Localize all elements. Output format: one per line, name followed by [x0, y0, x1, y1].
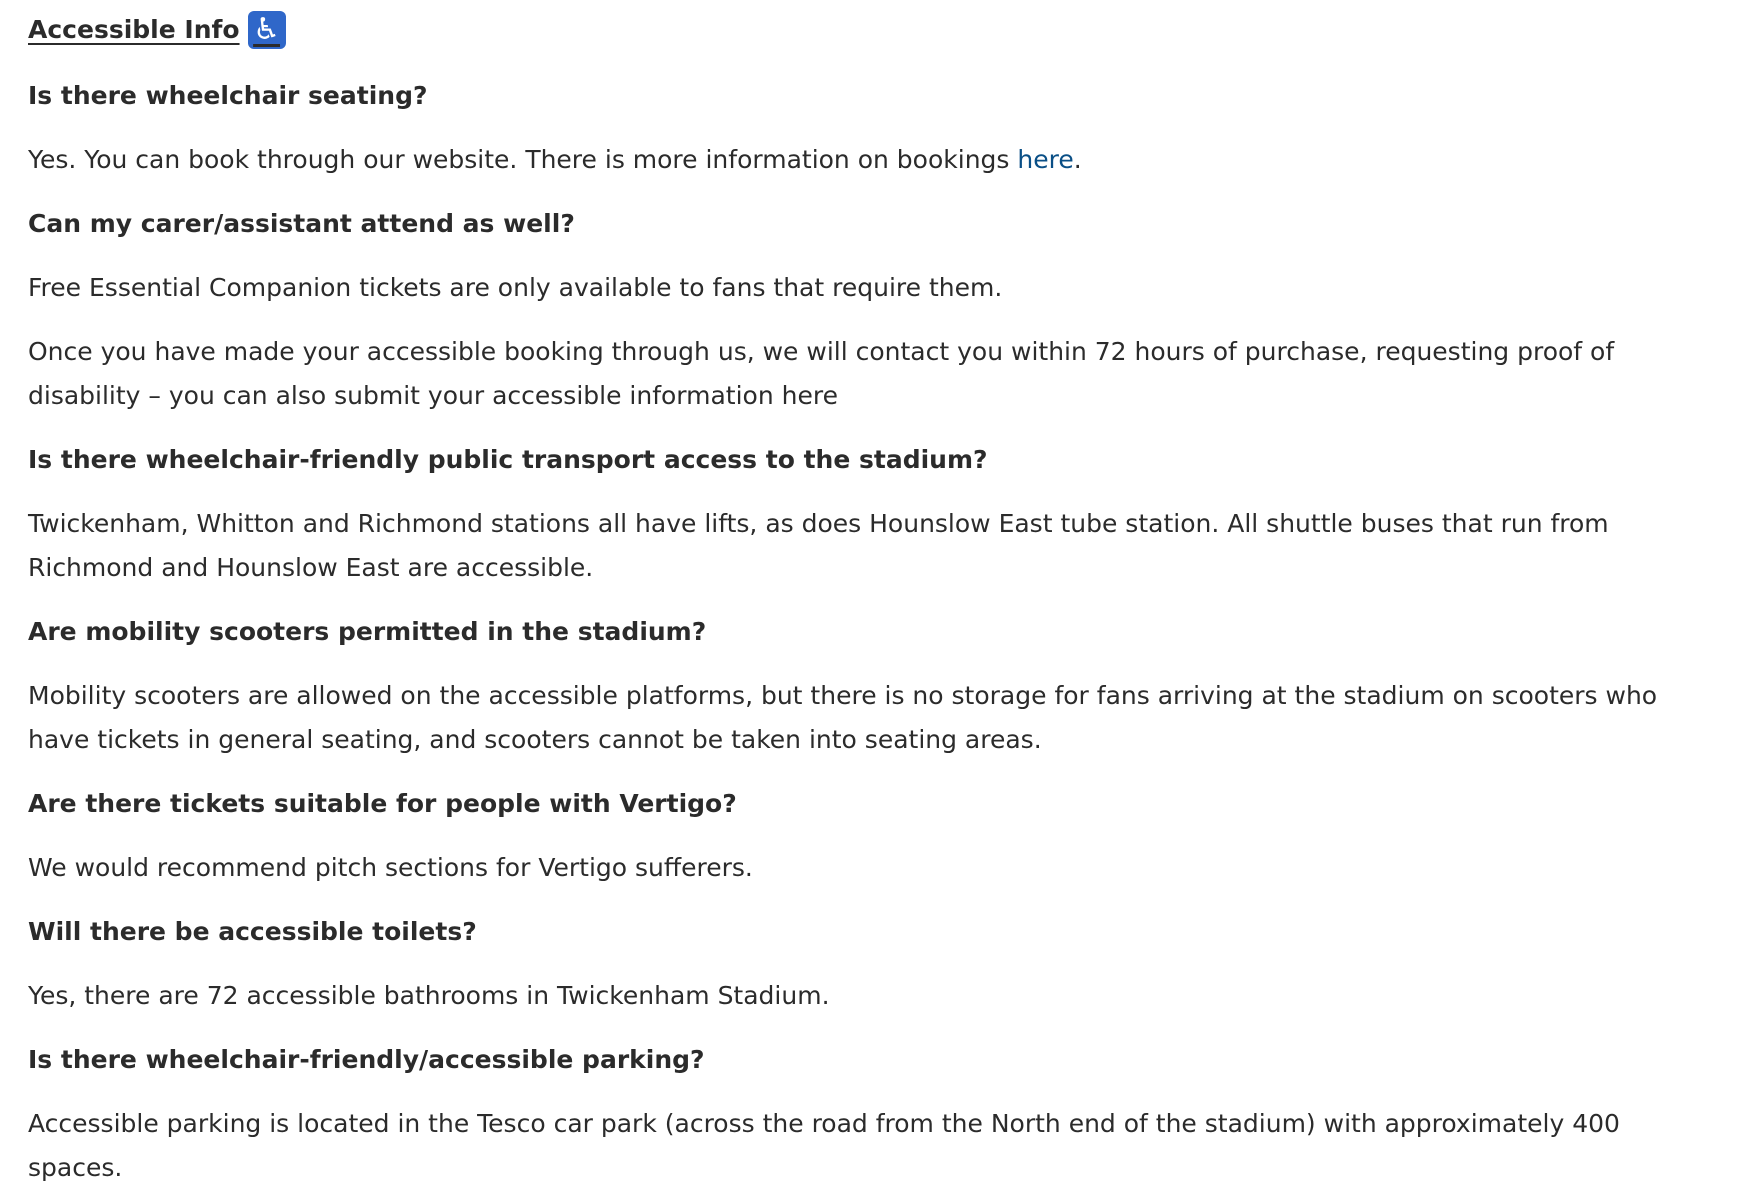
wheelchair-icon: ♿ [248, 11, 286, 49]
answer-text: Yes. You can book through our website. There is more information on bookings [28, 145, 1018, 174]
page-title: Accessible Info [28, 15, 240, 44]
faq-answer-carer-companion: Free Essential Companion tickets are only available to fans that require them. [28, 273, 1003, 302]
faq-question-carer: Can my carer/assistant attend as well? [28, 209, 575, 238]
faq-question-parking: Is there wheelchair-friendly/accessible parking? [28, 1045, 705, 1074]
faq-answer-wheelchair-seating [28, 138, 1678, 182]
accessible-info-title-link[interactable] [28, 10, 286, 50]
faq-answer-toilets: Yes, there are 72 accessible bathrooms in Twickenham Stadium. [28, 981, 830, 1010]
faq-answer-public-transport: Twickenham, Whitton and Richmond stations all have lifts, as does Hounslow East tube station. All shuttle buses that run from Richmond and Hounslow East are accessible. [28, 509, 1609, 582]
faq-question-toilets: Will there be accessible toilets? [28, 917, 477, 946]
faq-question-public-transport: Is there wheelchair-friendly public transport access to the stadium? [28, 445, 988, 474]
bookings-here-link[interactable]: here [1017, 145, 1074, 174]
faq-answer-vertigo: We would recommend pitch sections for Vertigo sufferers. [28, 853, 753, 882]
faq-answer-carer-proof: Once you have made your accessible booking through us, we will contact you within 72 hours of purchase, requesting proof of disability – you can also submit your accessible information here [28, 337, 1615, 410]
faq-question-mobility-scooters: Are mobility scooters permitted in the stadium? [28, 617, 707, 646]
answer-text-suffix: . [1073, 145, 1082, 174]
faq-answer-parking: Accessible parking is located in the Tesco car park (across the road from the North end of the stadium) with approximately 400 spaces. [28, 1109, 1620, 1182]
faq-answer-mobility-scooters: Mobility scooters are allowed on the accessible platforms, but there is no storage for fans arriving at the stadium on scooters who have tickets in general seating, and scooters cannot be taken into seating areas. [28, 681, 1658, 754]
faq-question-vertigo: Are there tickets suitable for people with Vertigo? [28, 789, 737, 818]
faq-question-wheelchair-seating: Is there wheelchair seating? [28, 81, 428, 110]
